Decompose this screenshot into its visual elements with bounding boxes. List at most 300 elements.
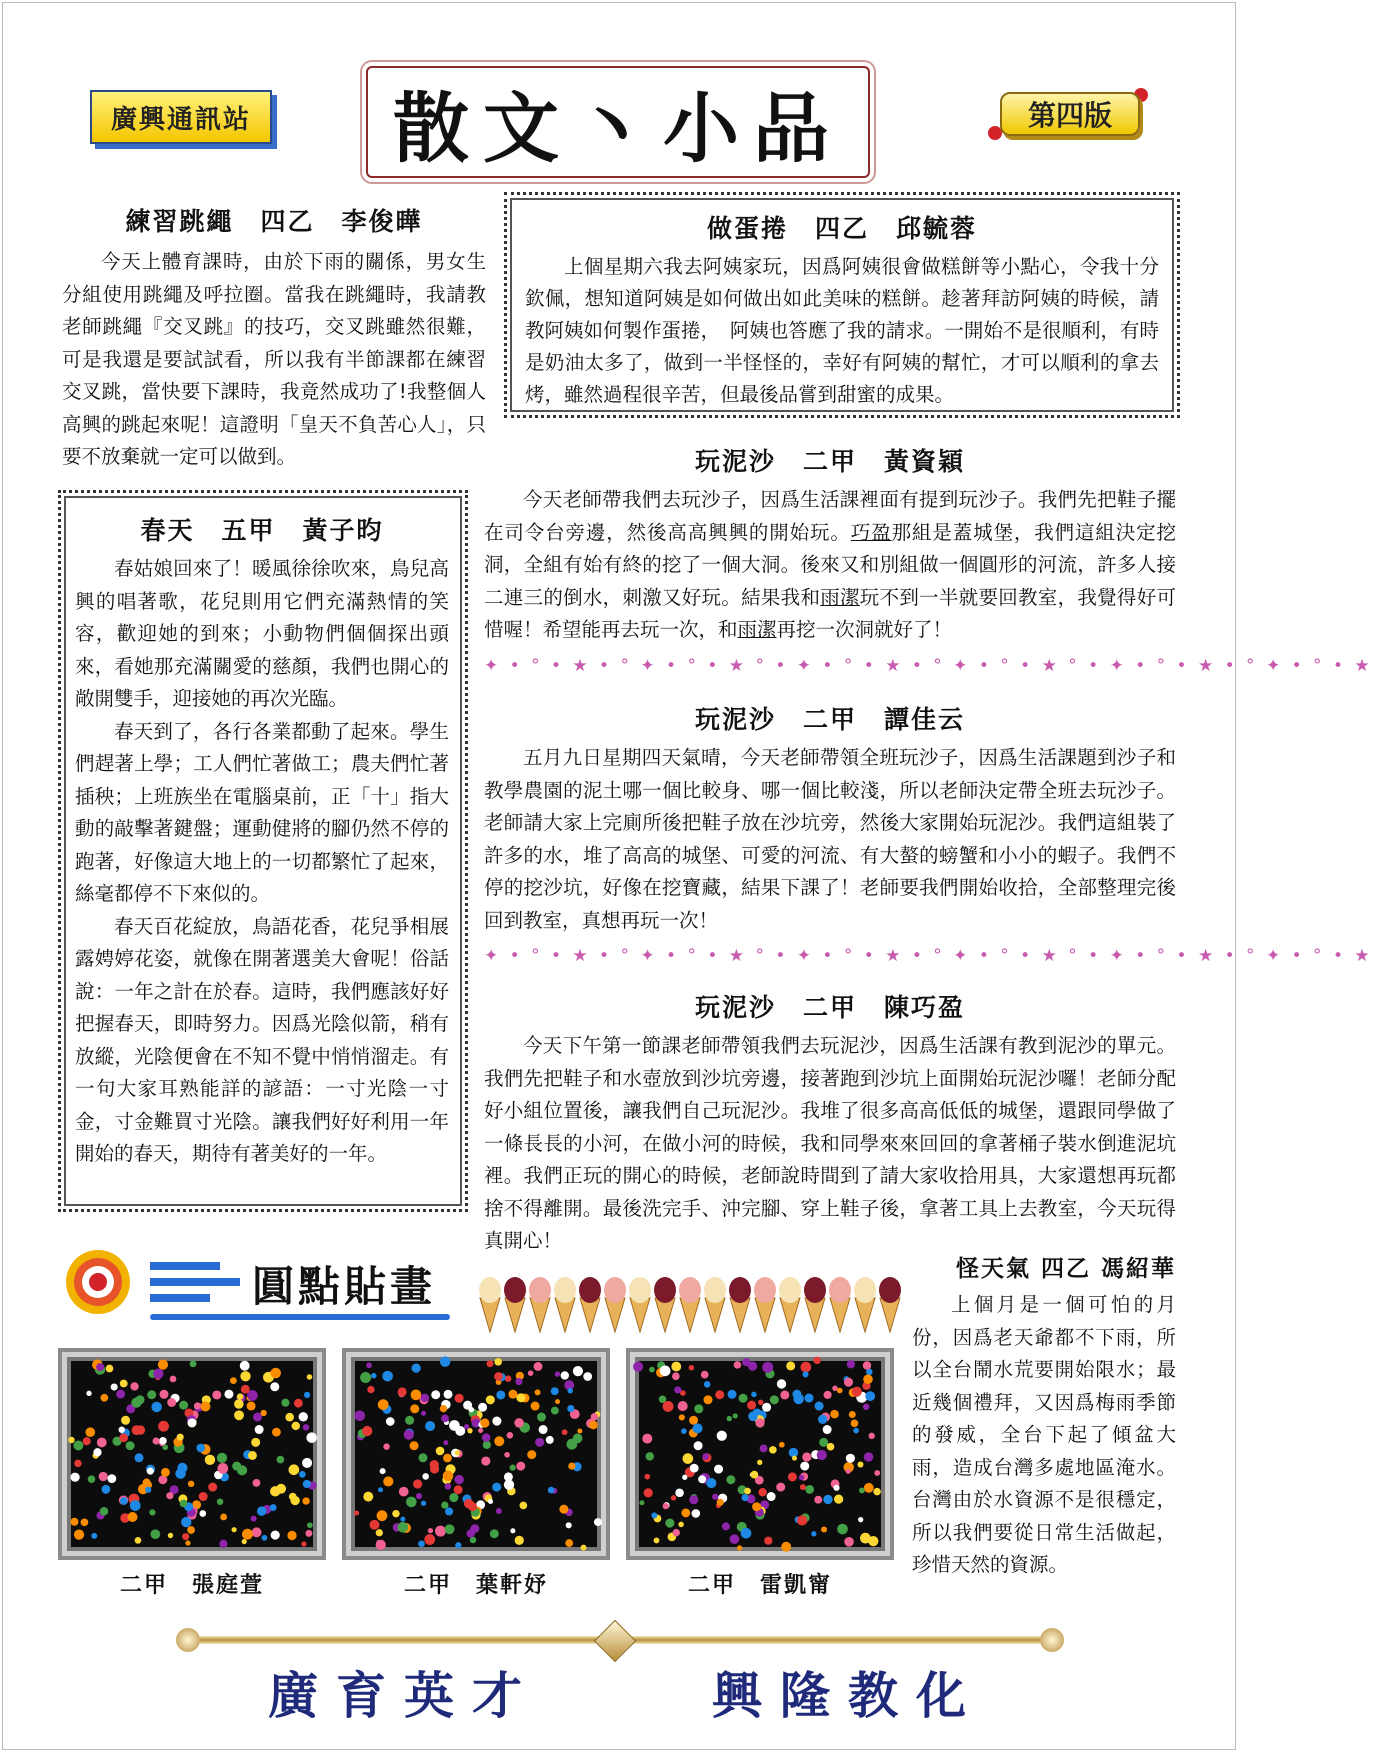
art-dot	[528, 1370, 534, 1376]
art-dot	[188, 1481, 194, 1487]
art-dot	[844, 1378, 853, 1387]
text-run: 那組是蓋城堡，我們這組決定挖洞，全組有始有終的挖了一個大洞。後來又和別組做一個圓形的河流，許多人接二連三的倒水，刺激又好玩。結果我和	[484, 520, 1176, 609]
art-dot	[671, 1495, 676, 1500]
art-dot	[852, 1387, 862, 1397]
art-dot	[187, 1418, 196, 1427]
art-dot	[234, 1410, 244, 1420]
art-dot	[537, 1413, 546, 1422]
art-dot	[455, 1542, 461, 1548]
page-number-badge: 第四版	[1000, 92, 1140, 136]
scoop-icon	[804, 1277, 826, 1303]
art-dot	[811, 1531, 816, 1536]
cone-icon	[805, 1298, 825, 1332]
art-dot	[100, 1394, 108, 1402]
art-dot	[730, 1534, 740, 1544]
art-dot	[734, 1361, 742, 1369]
art-dot	[857, 1461, 863, 1467]
art-dot	[362, 1426, 372, 1436]
art-dot	[175, 1468, 186, 1479]
paragraph: 上個月是一個可怕的月份，因爲老天爺都不下雨，所以全台鬧水荒要開始限水；最近幾個禮拜，又因爲梅雨季節的發威，全台下起了傾盆大雨，造成台灣多處地區淹水。台灣由於水資源不是很穩定，所以我們要從日常生活做起，珍惜天然的資源。	[912, 1293, 1176, 1576]
paragraph: 春天到了，各行各業都動了起來。學生們趕著上學；工人們忙著做工；農夫們忙著插秧；上班族坐在電腦桌前，正「十」指大動的敲擊著鍵盤；運動健將的腳仍然不停的跑著，好像這大地上的一切都繁忙了起來，絲毫都停不下來似的。	[75, 719, 449, 905]
photo-caption: 二甲 雷凱甯	[687, 1572, 832, 1598]
art-dot	[86, 1391, 91, 1396]
art-dot	[741, 1494, 748, 1501]
art-dot	[217, 1498, 223, 1504]
art-dot	[514, 1418, 523, 1427]
art-dot	[440, 1356, 450, 1366]
art-dot	[145, 1487, 151, 1493]
art-dot	[101, 1485, 110, 1494]
art-dot	[93, 1448, 101, 1456]
art-dot	[748, 1361, 757, 1370]
art-dot	[800, 1462, 809, 1471]
art-dot	[444, 1390, 453, 1399]
art-dot	[306, 1432, 317, 1443]
art-dot	[712, 1494, 718, 1500]
art-dot	[116, 1390, 125, 1399]
scoop-icon	[829, 1277, 851, 1303]
art-dot	[681, 1428, 687, 1434]
art-dot	[303, 1480, 311, 1488]
art-dot	[478, 1428, 483, 1433]
art-dot	[397, 1522, 408, 1533]
art-dot	[421, 1411, 426, 1416]
art-dot	[859, 1487, 865, 1493]
art-dot	[844, 1537, 854, 1547]
art-dot	[486, 1395, 495, 1404]
art-dot	[153, 1368, 163, 1378]
article-body	[484, 484, 1176, 647]
art-dot	[589, 1421, 598, 1430]
text-run: 再挖一次洞就好了！	[776, 618, 953, 641]
art-dot	[483, 1441, 491, 1449]
art-dot	[760, 1445, 768, 1453]
art-dot	[271, 1531, 280, 1540]
art-dot	[858, 1517, 863, 1522]
art-dot	[97, 1438, 107, 1448]
art-dot	[270, 1486, 280, 1496]
art-dot	[802, 1371, 808, 1377]
page-title: 散文丶小品	[366, 66, 870, 178]
art-dot	[494, 1436, 504, 1446]
art-dot	[468, 1407, 474, 1413]
paragraph	[484, 484, 1176, 647]
art-dot	[728, 1390, 737, 1399]
art-dot	[567, 1405, 574, 1412]
art-dot	[234, 1399, 244, 1409]
art-dot	[73, 1440, 83, 1450]
article-title: 春天 五甲 黃子昀	[140, 516, 384, 545]
art-dot	[454, 1475, 463, 1484]
scoop-icon	[879, 1277, 901, 1303]
art-dot	[577, 1428, 582, 1433]
art-dot	[161, 1468, 170, 1477]
art-dot	[535, 1438, 544, 1447]
art-dot	[241, 1385, 250, 1394]
art-dot	[354, 1410, 365, 1421]
art-dot	[649, 1367, 655, 1373]
art-dot	[445, 1483, 452, 1490]
art-dot	[762, 1403, 771, 1412]
art-dot	[443, 1471, 454, 1482]
art-dot	[81, 1518, 89, 1526]
art-dot	[247, 1402, 256, 1411]
art-dot	[639, 1500, 644, 1505]
dot-art-photo-3	[626, 1348, 894, 1560]
scoop-icon	[654, 1277, 676, 1303]
art-dot	[739, 1394, 748, 1403]
article-body	[906, 1289, 1176, 1582]
art-dot	[455, 1394, 464, 1403]
art-dot	[200, 1401, 210, 1411]
article-weather	[906, 1250, 1176, 1582]
cone-icon	[830, 1298, 850, 1332]
art-dot	[752, 1502, 761, 1511]
art-dot	[367, 1386, 374, 1393]
art-dot	[248, 1451, 257, 1460]
art-dot	[802, 1452, 811, 1461]
art-dot	[694, 1404, 703, 1413]
art-dot	[281, 1399, 289, 1407]
art-dot	[177, 1434, 184, 1441]
art-dot	[494, 1358, 502, 1366]
art-dot	[849, 1411, 856, 1418]
art-dot	[135, 1537, 142, 1544]
art-dot	[671, 1362, 681, 1372]
art-dot	[270, 1504, 277, 1511]
art-dot	[107, 1474, 116, 1483]
art-dot	[292, 1422, 300, 1430]
article-title: 練習跳繩 四乙 李俊曄	[125, 207, 423, 236]
art-dot	[147, 1390, 156, 1399]
art-dot	[199, 1492, 208, 1501]
art-dot	[196, 1444, 205, 1453]
art-dot	[121, 1416, 130, 1425]
art-dot	[455, 1450, 460, 1455]
art-dot	[430, 1460, 439, 1469]
art-dot	[120, 1380, 128, 1388]
art-dot	[277, 1456, 285, 1464]
art-dot	[644, 1488, 653, 1497]
star-divider: ✦ • ° • ★ • ° ✦ • ° • ★ ° • ✦ • ° • ★ • ° ✦ • ° • ★ ° • ✦ • ° • ★ • ° ✦ • ° • ★	[484, 946, 1373, 966]
art-dot	[199, 1510, 206, 1517]
art-dot	[74, 1460, 81, 1467]
art-dot	[187, 1526, 195, 1534]
art-dot	[581, 1545, 587, 1551]
art-dot	[507, 1432, 514, 1439]
art-dot	[180, 1500, 188, 1508]
art-dot	[800, 1362, 811, 1373]
art-dot	[566, 1439, 577, 1450]
art-dot	[494, 1372, 503, 1381]
divider-knob-icon	[1040, 1628, 1064, 1652]
art-dot	[689, 1365, 695, 1371]
art-dot	[464, 1424, 469, 1429]
article-title: 玩泥沙 二甲 黃資穎	[694, 447, 965, 476]
art-dot	[678, 1401, 688, 1411]
art-dot	[679, 1414, 685, 1420]
art-dot	[302, 1458, 312, 1468]
art-dot	[418, 1453, 427, 1462]
art-dot	[354, 1511, 359, 1516]
art-dot	[715, 1390, 724, 1399]
art-dot	[689, 1495, 698, 1504]
art-dot	[827, 1443, 835, 1451]
art-dot	[370, 1520, 380, 1530]
article-body	[484, 742, 1176, 937]
art-dot	[425, 1421, 435, 1431]
art-dot	[672, 1372, 680, 1380]
art-dot	[717, 1431, 727, 1441]
art-dot	[832, 1385, 837, 1390]
art-dot	[490, 1529, 499, 1538]
art-dot	[546, 1436, 554, 1444]
art-dot	[779, 1442, 785, 1448]
art-dot	[398, 1387, 407, 1396]
art-dot	[449, 1493, 458, 1502]
art-dot	[289, 1464, 300, 1475]
art-dot	[70, 1473, 79, 1482]
art-dot	[531, 1402, 540, 1411]
art-dot	[380, 1468, 386, 1474]
art-dot	[99, 1472, 108, 1481]
art-dot	[566, 1522, 572, 1528]
art-dot	[788, 1472, 797, 1481]
cone-icon	[530, 1298, 550, 1332]
art-dot	[106, 1365, 114, 1373]
cone-icon	[680, 1298, 700, 1332]
article-cake-roll	[504, 192, 1180, 418]
art-dot	[555, 1399, 560, 1404]
heading-underline	[150, 1314, 450, 1320]
art-dot	[583, 1372, 592, 1381]
scoop-icon	[604, 1277, 626, 1303]
art-dot	[440, 1405, 447, 1412]
art-dot	[551, 1387, 559, 1395]
art-dot	[378, 1399, 389, 1410]
art-dot	[68, 1437, 74, 1443]
art-dot	[744, 1488, 751, 1495]
art-dot	[642, 1434, 652, 1444]
art-dot	[551, 1407, 559, 1415]
student-name: 雨潔	[820, 585, 860, 609]
art-dot	[797, 1515, 807, 1525]
art-dot	[217, 1463, 228, 1474]
art-dot	[454, 1485, 463, 1494]
art-dot	[410, 1404, 419, 1413]
art-dot	[481, 1456, 490, 1465]
target-icon	[64, 1248, 148, 1316]
art-dot	[242, 1539, 247, 1544]
art-dot	[404, 1430, 414, 1440]
art-dot	[834, 1495, 843, 1504]
art-dot	[428, 1528, 433, 1533]
art-dot	[363, 1492, 373, 1502]
art-dot	[424, 1534, 435, 1545]
art-dot	[698, 1475, 706, 1483]
art-dot	[733, 1413, 738, 1418]
art-dot	[194, 1402, 201, 1409]
art-dot	[136, 1425, 145, 1434]
scoop-icon	[679, 1277, 701, 1303]
art-dot	[290, 1496, 299, 1505]
art-dot	[435, 1526, 446, 1537]
art-dot	[682, 1475, 687, 1480]
art-dot	[399, 1487, 409, 1497]
art-dot	[436, 1447, 445, 1456]
art-dot	[651, 1512, 657, 1518]
art-dot	[270, 1382, 279, 1391]
art-dot	[663, 1401, 674, 1412]
art-dot	[673, 1529, 680, 1536]
article-sand-3	[484, 988, 1176, 1258]
art-dot	[143, 1479, 151, 1487]
art-dot	[704, 1395, 713, 1404]
art-dot	[786, 1361, 795, 1370]
art-dot	[792, 1456, 797, 1461]
art-dot	[411, 1363, 420, 1372]
art-dot	[488, 1499, 493, 1504]
art-dot	[853, 1428, 859, 1434]
article-jump-rope	[62, 202, 486, 474]
art-dot	[166, 1492, 173, 1499]
art-dot	[704, 1381, 711, 1388]
art-dot	[800, 1484, 806, 1490]
art-dot	[539, 1425, 548, 1434]
student-name: 雨潔	[737, 618, 777, 641]
art-dot	[405, 1416, 414, 1425]
cone-icon	[755, 1298, 775, 1332]
art-dot	[130, 1382, 138, 1390]
art-dot	[406, 1497, 417, 1508]
art-dot	[568, 1462, 575, 1469]
scoop-icon	[554, 1277, 576, 1303]
cone-icon	[505, 1298, 525, 1332]
art-dot	[301, 1541, 306, 1546]
scoop-icon	[754, 1277, 776, 1303]
art-dot	[240, 1371, 250, 1381]
art-dot	[237, 1465, 247, 1475]
scoop-icon	[479, 1277, 501, 1303]
star-divider: ✦ • ° • ★ • ° ✦ • ° • ★ ° • ✦ • ° • ★ • ° ✦ • ° • ★ ° • ✦ • ° • ★ • ° ✦ • ° • ★	[484, 656, 1373, 676]
art-dot	[376, 1540, 381, 1545]
art-dot	[91, 1533, 97, 1539]
art-dot	[769, 1446, 777, 1454]
art-dot	[307, 1522, 313, 1528]
art-dot	[751, 1392, 756, 1397]
art-dot	[190, 1360, 197, 1367]
article-title: 怪天氣 四乙 馮紹華	[955, 1255, 1176, 1282]
art-dot	[863, 1374, 873, 1384]
art-dot	[496, 1390, 505, 1399]
art-dot	[371, 1373, 377, 1379]
art-dot	[591, 1413, 598, 1420]
art-dot	[750, 1471, 758, 1479]
art-dot	[153, 1437, 160, 1444]
dot-art-photo-2	[342, 1348, 610, 1560]
art-dot	[814, 1496, 822, 1504]
art-dot	[748, 1412, 758, 1422]
art-dot	[307, 1374, 313, 1380]
scoop-icon	[504, 1277, 526, 1303]
art-dot	[633, 1362, 643, 1372]
scoop-icon	[629, 1277, 651, 1303]
art-dot	[762, 1362, 773, 1373]
art-dot	[208, 1483, 217, 1492]
art-dot	[702, 1453, 709, 1460]
art-dot	[660, 1366, 671, 1377]
art-dot	[776, 1483, 785, 1492]
paragraph: 五月九日星期四天氣晴，今天老師帶領全班玩沙子，因爲生活課題到沙子和教學農園的泥土哪一個比較身、哪一個比較淺，所以老師決定帶全班去玩沙子。老師請大家上完廁所後把鞋子放在沙坑旁，然後大家開始玩泥沙。我們這組裝了許多的水，堆了高高的城堡、可愛的河流、有大螯的螃蟹和小小的蝦子。我們不停的挖沙坑，好像在挖寶藏，結果下課了！老師要我們開始收拾，全部整理完後回到教室，真想再玩一次！	[484, 746, 1176, 932]
art-dot	[299, 1471, 306, 1478]
art-dot	[410, 1441, 419, 1450]
article-body	[62, 246, 486, 474]
art-dot	[789, 1448, 798, 1457]
art-dot	[445, 1524, 455, 1534]
art-dot	[287, 1531, 296, 1540]
heading-stripes	[150, 1262, 246, 1306]
art-dot	[251, 1438, 260, 1447]
art-dot	[727, 1416, 732, 1421]
art-dot	[422, 1473, 429, 1480]
art-dot	[299, 1412, 308, 1421]
art-dot	[96, 1363, 104, 1371]
art-dot	[212, 1390, 221, 1399]
art-dot	[378, 1487, 383, 1492]
art-dot	[665, 1518, 674, 1527]
dot-art-photo-1	[58, 1348, 326, 1560]
newsletter-badge: 廣興通訊站	[90, 90, 272, 144]
art-dot	[741, 1528, 752, 1539]
scoop-icon	[579, 1277, 601, 1303]
scoop-icon	[729, 1277, 751, 1303]
art-dot	[864, 1483, 874, 1493]
art-dot	[386, 1417, 395, 1426]
art-dot	[863, 1404, 869, 1410]
article-body	[75, 553, 449, 1171]
art-dot	[717, 1499, 724, 1506]
art-dot	[383, 1443, 389, 1449]
art-dot	[757, 1460, 762, 1465]
article-body	[525, 251, 1159, 411]
cone-icon	[730, 1298, 750, 1332]
art-dot	[516, 1393, 525, 1402]
art-dot	[182, 1533, 189, 1540]
article-title: 玩泥沙 二甲 譚佳云	[694, 705, 965, 734]
article-body	[484, 1030, 1176, 1258]
art-dot	[159, 1437, 167, 1445]
scoop-icon	[704, 1277, 726, 1303]
art-dot	[377, 1510, 388, 1521]
art-dot	[770, 1395, 779, 1404]
art-dot	[714, 1465, 723, 1474]
art-dot	[817, 1450, 827, 1460]
art-dot	[478, 1403, 487, 1412]
art-dot	[83, 1437, 91, 1445]
art-dot	[119, 1433, 128, 1442]
art-dot	[421, 1394, 429, 1402]
art-dot	[823, 1425, 832, 1434]
art-dot	[302, 1497, 309, 1504]
art-dot	[376, 1529, 383, 1536]
art-dot	[100, 1507, 109, 1516]
art-dot	[693, 1423, 703, 1433]
art-dot	[88, 1475, 96, 1483]
art-dot	[111, 1383, 118, 1390]
art-dot	[255, 1425, 264, 1434]
photo-caption: 二甲 葉軒妤	[403, 1572, 548, 1598]
article-sand-2	[484, 700, 1176, 937]
